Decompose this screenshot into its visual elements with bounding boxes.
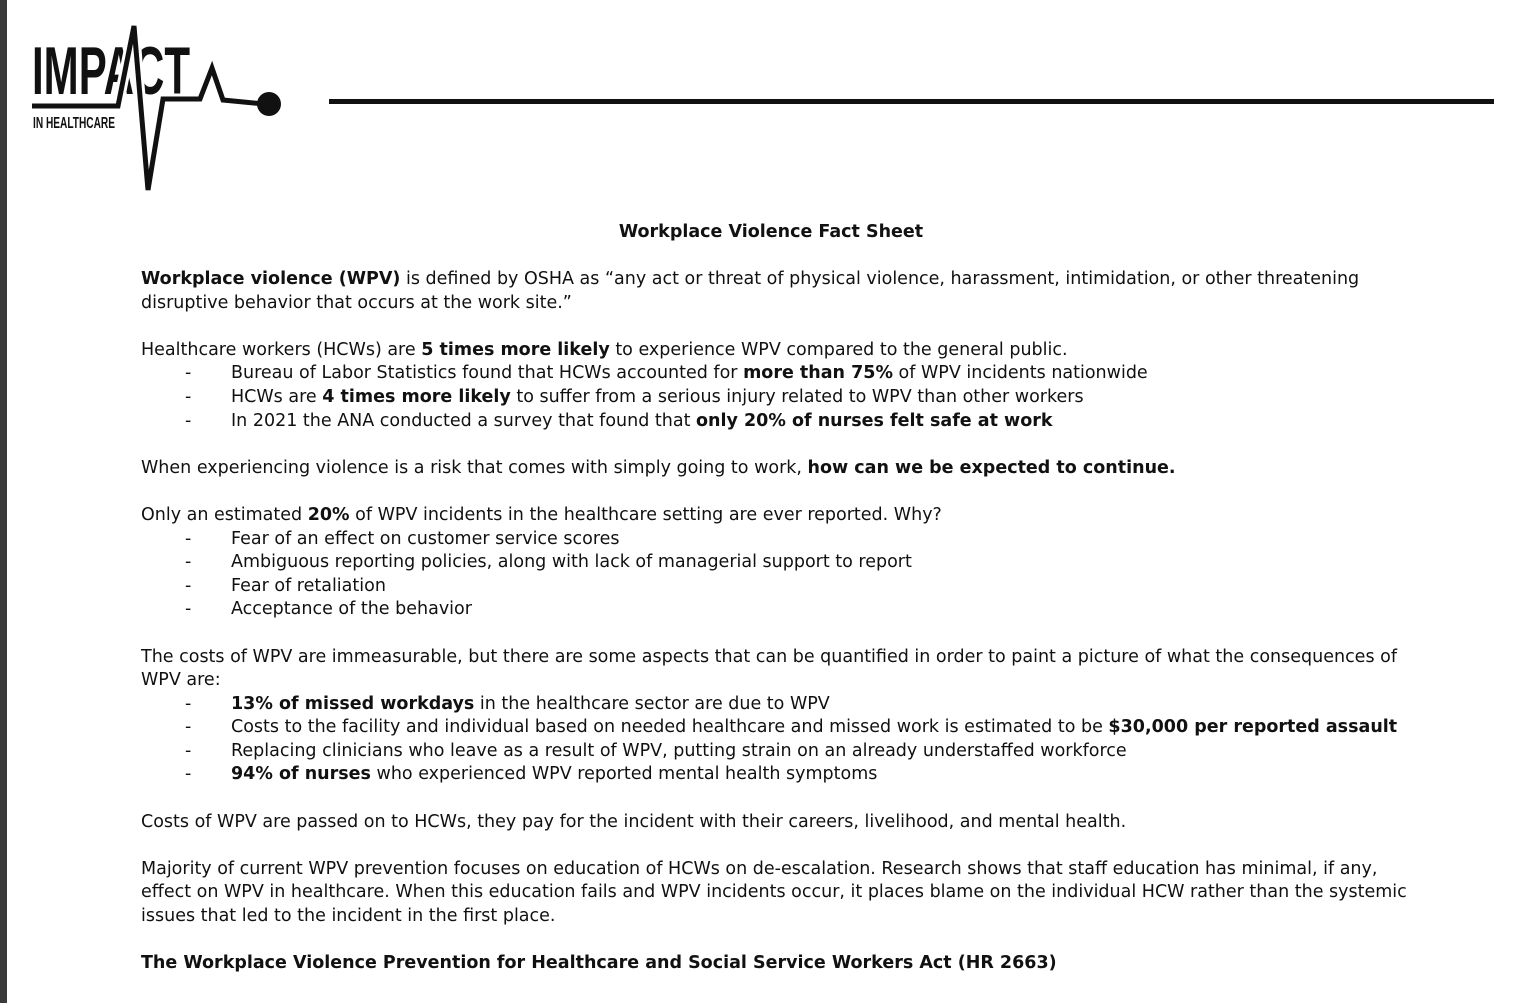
prevention-paragraph: Majority of current WPV prevention focuses on education of HCWs on de-escalation. Research shows that staff education has minimal, if any, effect on WPV in healthcare. When this education fails and WPV incidents occur, it places blame on the individual HCW rather than the systemic issues that led to the incident in the first place.: [141, 858, 1407, 927]
impact-logo: [30, 14, 290, 196]
text-run: Only an estimated: [141, 504, 308, 525]
text-run: HCWs are: [231, 386, 323, 407]
page-title: Workplace Violence Fact Sheet: [618, 222, 924, 242]
text-run: Acceptance of the behavior: [231, 599, 472, 620]
text-run: to suffer from a serious injury related to WPV than other workers: [510, 386, 1084, 407]
text-run: in the healthcare sector are due to WPV: [474, 693, 830, 714]
emphasis: how can we be expected to continue.: [807, 457, 1176, 478]
passed-on-paragraph: Costs of WPV are passed on to HCWs, they pay for the incident with their careers, livelihood, and mental health.: [141, 811, 1127, 832]
header-divider: [329, 99, 1494, 104]
definition-term: Workplace violence (WPV): [141, 269, 401, 289]
window-left-edge: [0, 0, 7, 1003]
list-item: [141, 598, 1411, 622]
text-run: In 2021 the ANA conducted a survey that found that: [231, 410, 696, 431]
costs-paragraph: The costs of WPV are immeasurable, but there are some aspects that can be quantified in order to paint a picture of what the consequences of WPV are:: [141, 646, 1398, 691]
emphasis: $30,000 per reported assault: [1108, 717, 1398, 738]
text-run: Healthcare workers (HCWs) are: [141, 339, 422, 360]
list-item: [141, 740, 1411, 764]
dash-bullet: -: [185, 740, 192, 761]
emphasis: 94% of nurses: [231, 764, 371, 785]
dash-bullet: -: [185, 575, 192, 596]
list-item: [141, 763, 1411, 787]
dash-bullet: -: [185, 764, 192, 785]
reporting-paragraph: [141, 504, 1411, 528]
text-run: Bureau of Labor Statistics found that HCWs accounted for: [231, 363, 744, 384]
list-item: [141, 410, 1411, 434]
dash-bullet: -: [185, 717, 192, 738]
document-body: [141, 268, 1411, 999]
text-run: who experienced WPV reported mental health symptoms: [370, 764, 878, 785]
text-run: Costs to the facility and individual based on needed healthcare and missed work is estimated to be: [231, 717, 1109, 738]
logo-word: IMPACT: [32, 33, 190, 109]
emphasis: more than 75%: [743, 363, 893, 384]
definition-text: is defined by OSHA as “any act or threat of physical violence, harassment, intimidation, or other threatening disruptive behavior that occurs at the work site.”: [141, 269, 1360, 313]
definition-paragraph: [141, 268, 1411, 315]
list-item: [141, 528, 1411, 552]
list-item: [141, 362, 1411, 386]
list-item: [141, 551, 1411, 575]
logo-subtitle: IN HEALTHCARE: [33, 115, 116, 132]
act-heading: [141, 952, 1411, 976]
costs-section: [141, 646, 1411, 788]
dash-bullet: -: [185, 363, 192, 384]
text-run: Fear of an effect on customer service scores: [231, 528, 620, 549]
list-item: [141, 716, 1411, 740]
list-item: [141, 386, 1411, 410]
likelihood-paragraph: [141, 339, 1411, 363]
costs-list: [141, 693, 1411, 787]
list-item: [141, 693, 1411, 717]
risk-paragraph: [141, 457, 1411, 481]
heartbeat-line-icon: [30, 14, 290, 196]
text-run: Replacing clinicians who leave as a result of WPV, putting strain on an already understaffed workforce: [231, 740, 1127, 761]
text-run: When experiencing violence is a risk that comes with simply going to work,: [141, 457, 808, 478]
dash-bullet: -: [185, 410, 192, 431]
likelihood-section: [141, 339, 1411, 433]
emphasis: 20%: [307, 504, 350, 525]
emphasis: The Workplace Violence Prevention for Healthcare and Social Service Workers Act (HR 2663): [141, 953, 1057, 974]
dash-bullet: -: [185, 599, 192, 620]
reporting-section: [141, 504, 1411, 622]
text-run: Fear of retaliation: [231, 575, 386, 596]
emphasis: 5 times more likely: [421, 339, 610, 360]
text-run: of WPV incidents nationwide: [892, 363, 1148, 384]
dash-bullet: -: [185, 386, 192, 407]
likelihood-list: [141, 362, 1411, 433]
text-run: Ambiguous reporting policies, along with lack of managerial support to report: [231, 552, 912, 573]
emphasis: 13% of missed workdays: [231, 693, 475, 714]
text-run: to experience WPV compared to the general public.: [609, 339, 1068, 360]
list-item: [141, 575, 1411, 599]
emphasis: only 20% of nurses felt safe at work: [696, 410, 1053, 431]
dash-bullet: -: [185, 552, 192, 573]
reporting-reasons-list: [141, 528, 1411, 622]
text-run: of WPV incidents in the healthcare setting are ever reported. Why?: [349, 504, 942, 525]
emphasis: 4 times more likely: [322, 386, 511, 407]
dash-bullet: -: [185, 693, 192, 714]
dash-bullet: -: [185, 528, 192, 549]
